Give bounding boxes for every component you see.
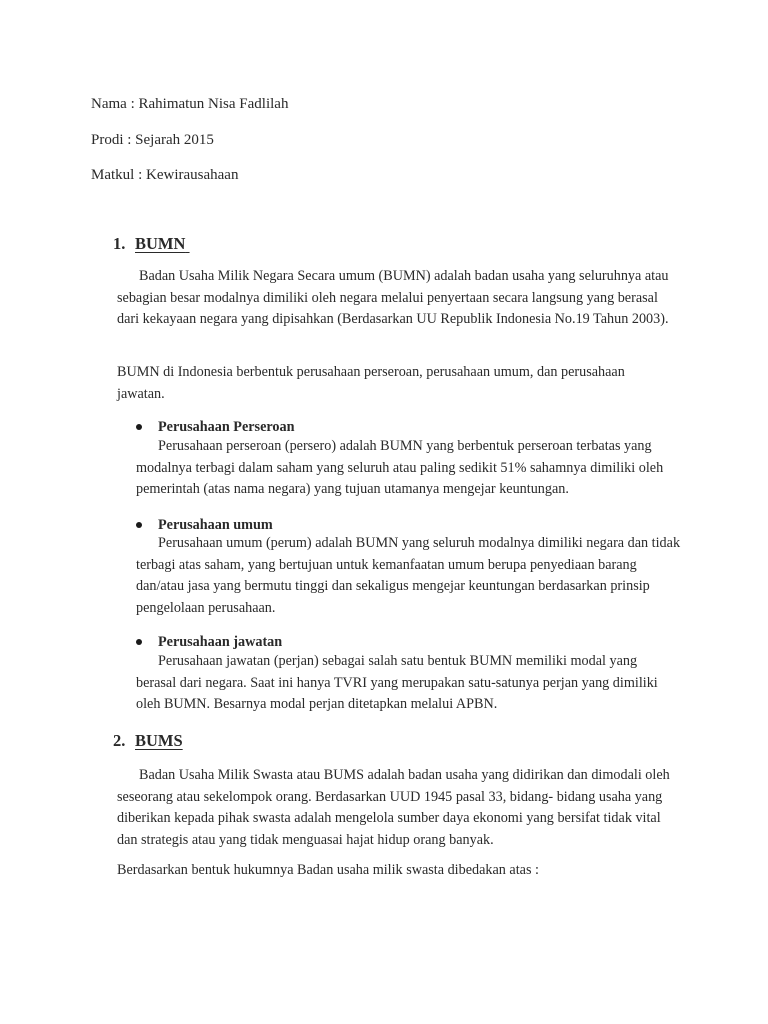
bullet-3-text-content: Perusahaan jawatan (perjan) sebagai salah satu bentuk BUMN memiliki modal yang berasal dari negara. Saat ini hanya TVRI yang merupakan satu-satunya perjan yang dimiliki oleh BUMN. Besarnya modal perjan ditetapkan melalui APBN. xyxy=(136,653,658,712)
section-2-intro-text: Badan Usaha Milik Swasta atau BUMS adalah badan usaha yang didirikan dan dimodali oleh seseorang atau sekelompok orang. Berdasarkan UUD 1945 pasal 33, bidang- bidang usaha yang diberikan kepada pihak swasta adalah mengelola sumber daya ekonomi yang bersifat tidak vital dan strategis atau yang tidak menguasai hajat hidup orang banyak. xyxy=(117,767,670,848)
section-1-forms: BUMN di Indonesia berbentuk perusahaan perseroan, perusahaan umum, dan perusahaan jawatan. xyxy=(117,364,625,402)
section-1-intro-text: Badan Usaha Milik Negara Secara umum (BUMN) adalah badan usaha yang seluruhnya atau sebagian besar modalnya dimiliki oleh negara melalui penyertaan secara langsung yang berasal dari kekayaan negara yang dipisahkan (Berdasarkan UU Republik Indonesia No.19 Tahun 2003). xyxy=(117,268,669,327)
bullet-3-title: Perusahaan jawatan xyxy=(158,634,283,650)
section-2-number: 2. xyxy=(113,731,126,750)
bullet-3-text xyxy=(136,651,676,716)
bullet-1-text xyxy=(136,436,681,501)
bullet-icon xyxy=(136,522,142,528)
study-program: Prodi : Sejarah 2015 xyxy=(91,132,214,148)
section-1-title: BUMN xyxy=(135,234,186,253)
bullet-1-text-content: Perusahaan perseroan (persero) adalah BUMN yang berbentuk perseroan terbatas yang modalnya terbagi dalam saham yang seluruh atau paling sedikit 51% sahamnya dimiliki oleh pemerintah (atas nama negara) yang tujuan utamanya mengejar keuntungan. xyxy=(136,438,664,497)
section-2-title: BUMS xyxy=(135,731,183,750)
bullet-2-text-content: Perusahaan umum (perum) adalah BUMN yang seluruh modalnya dimiliki negara dan tidak terbagi atas saham, yang bertujuan untuk kemanfaatan umum berupa penyediaan barang dan/atau jasa yang bermutu tinggi dan sekaligus mengejar keuntungan berdasarkan prinsip pengelolaan perusahaan. xyxy=(136,535,681,616)
section-1-number: 1. xyxy=(113,234,126,253)
bullet-2-title: Perusahaan umum xyxy=(158,517,273,533)
bullet-icon xyxy=(136,424,142,430)
student-name: Nama : Rahimatun Nisa Fadlilah xyxy=(91,96,289,112)
section-2-heading xyxy=(113,730,183,752)
course-name: Matkul : Kewirausahaan xyxy=(91,167,239,183)
bullet-2-text xyxy=(136,533,681,619)
section-1-heading xyxy=(113,233,190,255)
section-2-intro xyxy=(117,765,682,851)
section-2-forms: Berdasarkan bentuk hukumnya Badan usaha milik swasta dibedakan atas : xyxy=(117,862,539,878)
section-1-intro xyxy=(117,266,677,331)
bullet-1-title: Perusahaan Perseroan xyxy=(158,419,295,435)
bullet-icon xyxy=(136,639,142,645)
